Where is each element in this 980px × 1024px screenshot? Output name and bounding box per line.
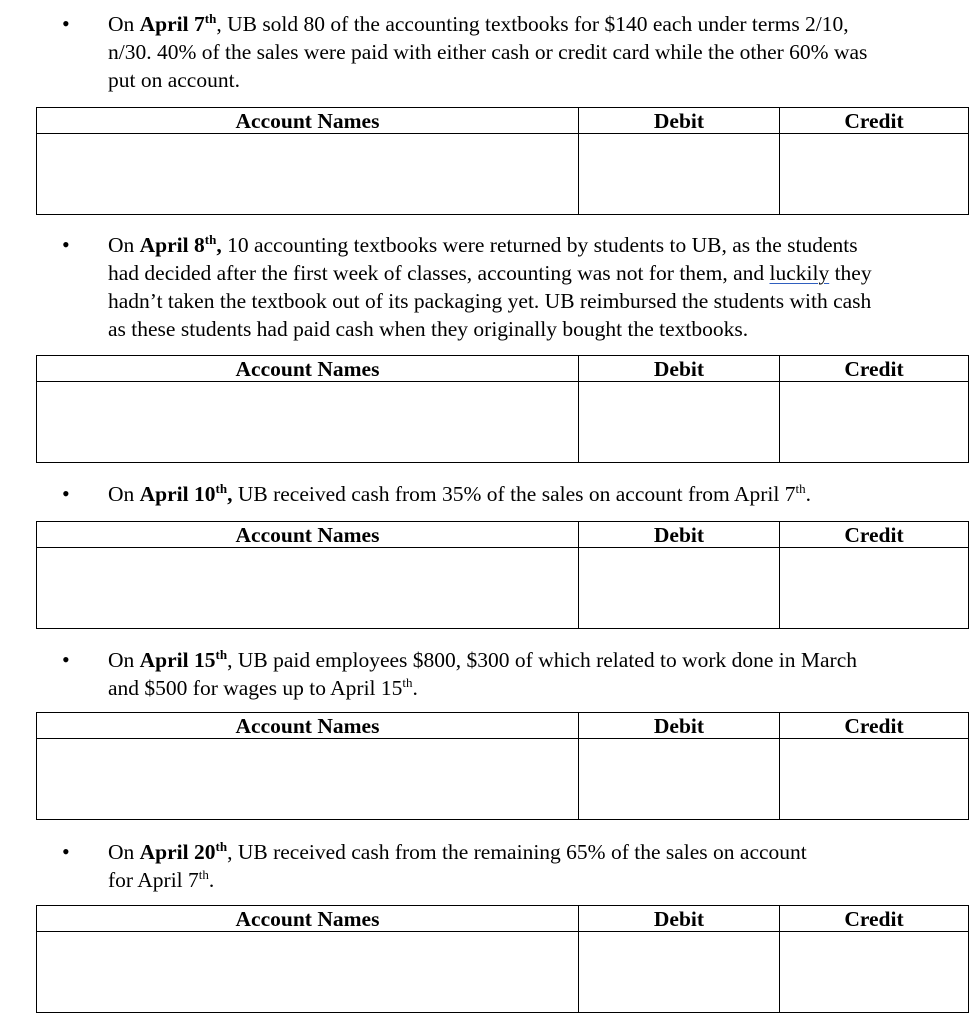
entry-description: On April 20th, UB received cash from the remaining 65% of the sales on account for April 7th. — [108, 838, 807, 892]
account-names-cell[interactable] — [37, 134, 579, 215]
debit-cell[interactable] — [579, 739, 780, 820]
entry-description: On April 15th, UB paid employees $800, $300 of which related to work done in March and $500 for wages up to April 15th. — [108, 646, 858, 700]
account-names-header: Account Names — [37, 906, 579, 932]
bullet: • — [62, 481, 70, 506]
credit-cell[interactable] — [780, 134, 969, 215]
account-names-cell[interactable] — [37, 548, 579, 629]
credit-cell[interactable] — [780, 932, 969, 1013]
credit-header: Credit — [780, 356, 969, 382]
debit-header: Debit — [579, 906, 780, 932]
entry-description: On April 7th, UB sold 80 of the accounting textbooks for $140 each under terms 2/10, n/30. 40% of the sales were paid with either cash or credit card while the other 60% was put on account. — [108, 10, 868, 92]
credit-header: Credit — [780, 522, 969, 548]
debit-header: Debit — [579, 356, 780, 382]
credit-cell[interactable] — [780, 548, 969, 629]
credit-cell[interactable] — [780, 739, 969, 820]
journal-table — [36, 905, 969, 1013]
entry-description: On April 10th, UB received cash from 35% of the sales on account from April 7th. — [108, 480, 811, 506]
credit-header: Credit — [780, 713, 969, 739]
journal-table — [36, 521, 969, 629]
debit-header: Debit — [579, 108, 780, 134]
spellcheck-underlined-word: luckily — [769, 261, 830, 285]
account-names-cell[interactable] — [37, 739, 579, 820]
journal-table — [36, 107, 969, 215]
journal-table — [36, 712, 969, 820]
credit-cell[interactable] — [780, 382, 969, 463]
bullet: • — [62, 232, 70, 257]
account-names-header: Account Names — [37, 713, 579, 739]
debit-cell[interactable] — [579, 548, 780, 629]
credit-header: Credit — [780, 108, 969, 134]
debit-cell[interactable] — [579, 382, 780, 463]
bullet: • — [62, 11, 70, 36]
debit-cell[interactable] — [579, 134, 780, 215]
bullet: • — [62, 647, 70, 672]
account-names-header: Account Names — [37, 356, 579, 382]
journal-table — [36, 355, 969, 463]
entry-description: On April 8th, 10 accounting textbooks were returned by students to UB, as the students had decided after the first week of classes, accounting was not for them, and luckily they hadn’t taken the textbook out of its packaging yet. UB reimbursed the students with cash as these students had paid cash when they originally bought the textbooks. — [108, 231, 872, 341]
credit-header: Credit — [780, 906, 969, 932]
account-names-header: Account Names — [37, 522, 579, 548]
account-names-cell[interactable] — [37, 932, 579, 1013]
debit-cell[interactable] — [579, 932, 780, 1013]
account-names-header: Account Names — [37, 108, 579, 134]
debit-header: Debit — [579, 522, 780, 548]
account-names-cell[interactable] — [37, 382, 579, 463]
debit-header: Debit — [579, 713, 780, 739]
bullet: • — [62, 839, 70, 864]
